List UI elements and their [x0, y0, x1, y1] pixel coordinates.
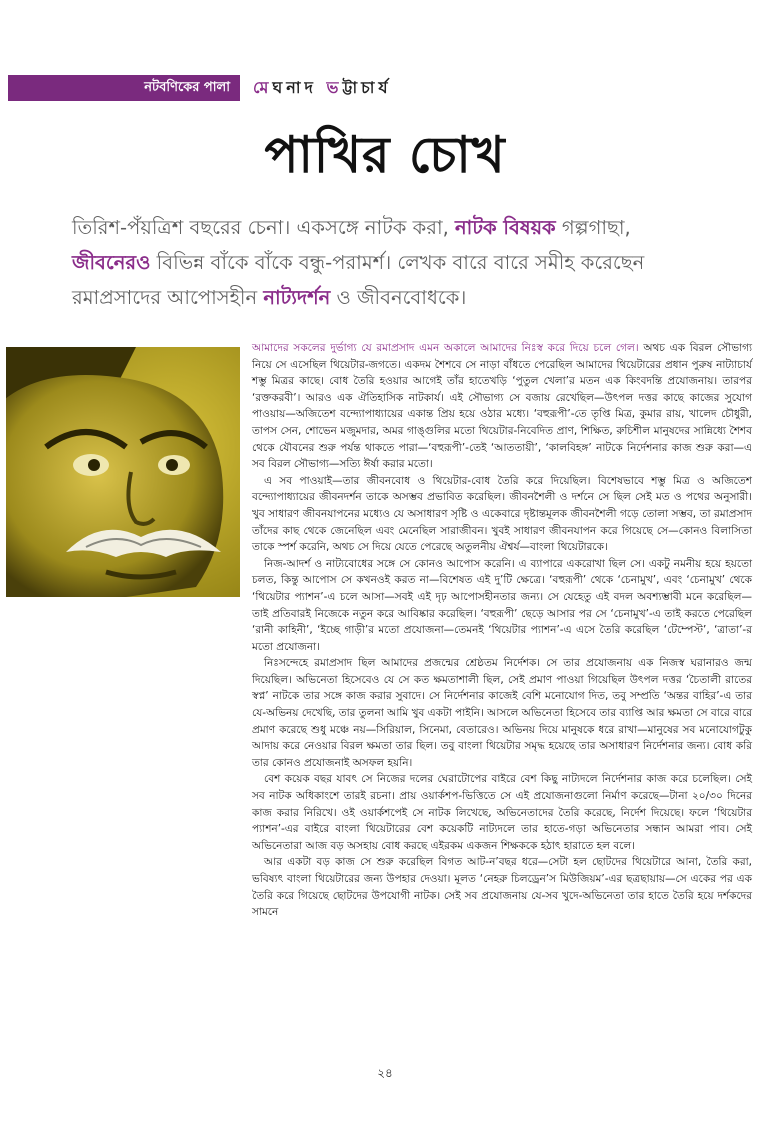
lede-text-2: গল্পগাছা,	[555, 216, 631, 239]
author-initial-2: ভ	[326, 78, 343, 97]
lede-text-3: বিভিন্ন বাঁকে বাঁকে বন্ধু-পরামর্শ। লেখক বারে বারে সমীহ করেছেন রমাপ্রসাদের আপোসহীন	[72, 251, 645, 309]
lede-highlight-3: নাট্যদর্শন	[263, 286, 331, 309]
article-lede	[72, 210, 712, 315]
portrait-photo	[6, 347, 240, 597]
body-paragraph: নিজ-আদর্শ ও নাট্যবোধের সঙ্গে সে কোনও আপোস করেনি। এ ব্যাপারে একরোখা ছিল সে। একটু নমনীয় হয়ে হয়তো চলত, কিন্তু আপোস সে কখনওই করত না—বিশেষত এই দু’টি ক্ষেত্রে। ‘বহুরূপী’ থেকে ‘চেনামুখ’, এবং ‘চেনামুখ’ থেকে ‘থিয়েটার প্যাশন’-এ চলে আসা—সবই এই দৃঢ় আপোসহীনতার জন্য। সে যেহেতু এই বদল অবশ্যম্ভাবী মনে করেছিল—তাই প্রতিবারই নিজেকে নতুন করে আবিষ্কার করেছিল। ‘বহুরূপী’ ছেড়ে আসার পর সে ‘চেনামুখ’-এ তাই করতে পেরেছিল ‘রানী কাহিনী’, ‘ইচ্ছে গাড়ী’র মতো প্রযোজনা—তেমনই ‘থিয়েটার প্যাশন’-এ এসে তৈরি করেছিল ‘টেম্পেস্ট’, ‘ত্রাতা’-র মতো প্রযোজনা।	[252, 557, 752, 653]
author-part-2: ট্টাচার্য	[342, 78, 392, 97]
paragraph-continuation: অথচ এক বিরল সৌভাগ্য নিয়ে সে এসেছিল থিয়েটার-জগতে। একদম শৈশবে সে নাড়া বাঁধতে পেরেছিল আমাদের থিয়েটারের প্রধান পুরুষ নাট্যাচার্য শম্ভু মিত্রর কাছে। বোধ তৈরি হওয়ার আগেই তাঁর হাতেখড়ি ‘পুতুল খেলা’র মতন এক কিংবদন্তি প্রযোজনায়। তারপর ‘রক্তকরবী’। আরও এক ঐতিহাসিক নাটকার্য। এই সৌভাগ্য সে বজায় রেখেছিল—উৎপল দত্তর কাছে কাজের সুযোগ পাওয়ায়—অজিতেশ বন্দ্যোপাধ্যায়ের একান্ত প্রিয় হয়ে ওঠার মধ্যে। ‘বহুরূপী’-তে তৃপ্তি মিত্র, কুমার রায়, খালেদ চৌধুরী, তাপস সেন, শোভেন মজুমদার, অমর গাঙ্গুলির মতো থিয়েটার-নিবেদিত প্রাণ, শিক্ষিত, রুচিশীল মানুষদের সান্নিধ্যে শৈশব থেকে যৌবনের শুরু পর্যন্ত থাকতে পারা—‘বহুরূপী’-তেই ‘আততায়ী’, ‘কালবিহঙ্গ’ নাটকে নির্দেশনার কাজ শুরু করা—এ সব বিরল সৌভাগ্য—সত্যি ঈর্ষা করার মতো।	[252, 342, 753, 471]
author-initial-1: মে	[253, 78, 273, 97]
body-paragraph: এ সব পাওয়াই—তার জীবনবোধ ও থিয়েটার-বোধ তৈরি করে দিয়েছিল। বিশেষভাবে শম্ভু মিত্র ও অজিতেশ বন্দ্যোপাধ্যায়ের জীবনদর্শন তাকে অসম্ভব প্রভাবিত করেছিল। জীবনশৈলী ও দর্শনে সে ছিল সেই মত ও পথের অনুসারী। খুব সাধারণ জীবনযাপনের মধ্যেও যে অসাধারণ সৃষ্টি ও একেবারে দৃষ্টান্তমূলক জীবনশৈলী গড়ে তোলা সম্ভব, তা রমাপ্রসাদ তাঁদের কাছ থেকে জেনেছিল এবং মেনেছিল সারাজীবন। খুবই সাধারণ জীবনযাপন করে গিয়েছে সে—কোনও বিলাসিতা তাকে স্পর্শ করেনি, অথচ সে দিয়ে যেতে পেরেছে অতুলনীয় ঐশ্বর্য—বাংলা থিয়েটারকে।	[252, 474, 752, 554]
body-paragraph: নিঃসন্দেহে রমাপ্রসাদ ছিল আমাদের প্রজন্মের শ্রেষ্ঠতম নির্দেশক। সে তার প্রযোজনায় এক নিজস্ব ঘরানারও জন্ম দিয়েছিল। অভিনেতা হিসেবেও যে সে কত ক্ষমতাশালী ছিল, সেই প্রমাণ পাওয়া গিয়েছিল উৎপল দত্তর ‘চৈতালী রাতের স্বপ্ন’ নাটকে তার সঙ্গে কাজ করার সুবাদে। সে নির্দেশনার কাজেই বেশি মনোযোগ দিত, তবু সম্প্রতি ‘অন্তর বাহির’-এ তার যে-অভিনয় দেখেছি, তার তুলনা আমি খুব একটা পাইনি। আসলে অভিনেতা হিসেবে তার ব্যাপ্তি আর ক্ষমতা সে বারে বারে প্রমাণ করেছে শুধু মঞ্চে নয়—সিরিয়াল, সিনেমা, বেতারেও। অভিনয় দিয়ে মানুষকে ধরে রাখা—মানুষের সব মনোযোগটুকু আদায় করে নেওয়ার বিরল ক্ষমতা তার ছিল। তবু বাংলা থিয়েটার সমৃদ্ধ হয়েছে তার অসাধারণ নির্দেশনার জন্য। বোধ করি তার কোনও প্রযোজনাই অসফল হয়নি।	[252, 657, 752, 769]
article-title: পাখির চোখ	[264, 126, 506, 184]
article-body	[252, 340, 752, 921]
body-paragraph	[252, 340, 752, 473]
page-number: ২৪	[377, 1066, 393, 1080]
lede-highlight-2: জীবনেরও	[72, 251, 151, 274]
lede-text-1: তিরিশ-পঁয়ত্রিশ বছরের চেনা। একসঙ্গে নাটক করা,	[72, 216, 456, 239]
section-tag: নটবণিকের পালা	[8, 75, 240, 101]
author-part-1: ঘনাদ	[272, 78, 327, 97]
portrait-illustration	[6, 347, 240, 597]
lede-text-4: ও জীবনবোধকে।	[330, 286, 467, 309]
lede-highlight-1: নাটক বিষয়ক	[455, 216, 556, 239]
lead-sentence: আমাদের সকলের দুর্ভাগ্য যে রমাপ্রসাদ এমন অকালে আমাদের নিঃস্ব করে দিয়ে চলে গেল।	[252, 342, 639, 354]
author-byline	[253, 75, 392, 101]
body-paragraph: আর একটা বড় কাজ সে শুরু করেছিল বিগত আট-ন’বছর ধরে—সেটা হল ছোটদের থিয়েটারে আনা, তৈরি করা, ভবিষ্যৎ বাংলা থিয়েটারের জন্য উপহার দেওয়া। মূলত ‘নেহরু চিলড্রেন’স মিউজিয়ম’-এর ছত্রছায়ায়—সে একের পর এক তৈরি করে গিয়েছে ছোটদের উপযোগী নাটক। সেই সব প্রযোজনায় যে-সব খুদে-অভিনেতা তার হাতে তৈরি হয়ে দর্শকদের সামনে	[252, 856, 752, 919]
body-paragraph: বেশ কয়েক বছর যাবৎ সে নিজের দলের ঘেরাটোপের বাইরে বেশ কিছু নাট্যদলে নির্দেশনার কাজ করে চলেছিল। সেই সব নাটক অধিকাংশে তারই রচনা। প্রায় ওয়ার্কশপ-ভিত্তিতে সে এই প্রযোজনাগুলো নির্মাণ করেছে—টানা ২০/৩০ দিনের কাজ করার নিরিখে। ওই ওয়ার্কশপেই সে নাটক লিখেছে, অভিনেতাদের তৈরি করেছে, নির্দেশ দিয়েছে। ফলে ‘থিয়েটার প্যাশন’-এর বাইরে বাংলা থিয়েটারের বেশ কয়েকটি নাট্যদলে তার হাতে-গড়া অভিনেতার সন্ধান আমরা পাব। সেই অভিনেতারা আজ বড় অসহায় বোধ করছে এইরকম একজন শিক্ষককে হঠাৎ হারাতে হল বলে।	[252, 773, 752, 852]
